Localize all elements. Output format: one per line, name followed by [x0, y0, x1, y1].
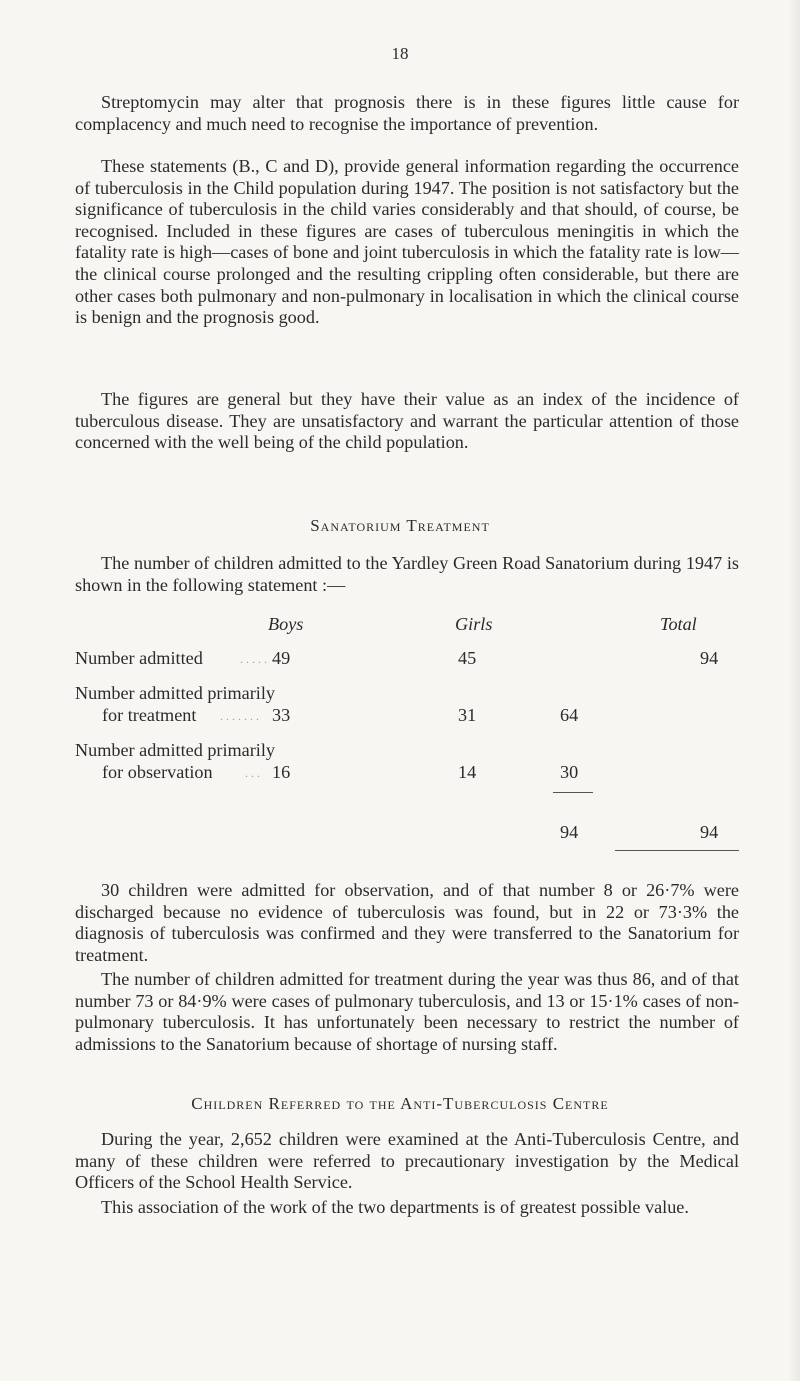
paragraph-observation: 30 children were admitted for observation, and of that number 8 or 26·7% were discharged because no evidence of tuberculosis was found, but in 22 or 73·3% the diagnosis of tuberculosis was confirmed and they were transferred to the Sanatorium for treatment. — [75, 880, 739, 965]
paragraph-centre-examinations: During the year, 2,652 children were examined at the Anti-Tuberculosis Centre, and many of these children were referred to precautionary investigation by the Medical Officers of the School Health Service. — [75, 1129, 739, 1193]
row-label: Number admitted primarily — [75, 740, 276, 760]
cell-girls: 31 — [458, 705, 477, 725]
cell-subtotal-sum: 94 — [560, 822, 579, 842]
page-number: 18 — [391, 44, 409, 63]
row-label: Number admitted primarily — [75, 683, 276, 703]
cell-girls: 14 — [458, 762, 477, 782]
cell-subtotal: 64 — [560, 705, 579, 725]
cell-subtotal: 30 — [560, 762, 579, 782]
heading-sanatorium-treatment: Sanatorium Treatment — [310, 516, 490, 535]
paragraph-association: This association of the work of the two departments is of greatest possible value. — [101, 1197, 689, 1217]
paragraph-statements: These statements (B., C and D), provide general information regarding the occurrence of tuberculosis in the Child population during 1947. The position is not satisfactory but the significance of tuberculosis in the child varies considerably and that should, of course, be recognised. Included in these figures are cases of tuberculous meningitis in which the fatality rate is high—cases of bone and joint tuberculosis in which the fatality rate is low—the clinical course prolonged and the resulting crippling often considerable, but there are other cases both pulmonary and non-pulmonary in localisation in which the clinical course is benign and the prognosis good. — [75, 156, 739, 328]
row-label: for treatment — [102, 705, 197, 725]
sum-rule — [553, 792, 593, 793]
cell-boys: 33 — [272, 705, 291, 725]
header-total: Total — [660, 614, 697, 634]
row-label: Number admitted — [75, 648, 203, 668]
header-girls: Girls — [455, 614, 493, 634]
leader-dots: ... — [245, 766, 263, 780]
cell-total-sum: 94 — [700, 822, 719, 842]
paragraph-streptomycin: Streptomycin may alter that prognosis there is in these figures little cause for complacency and much need to recognise the importance of prevention. — [75, 92, 739, 134]
row-label: for observation — [102, 762, 213, 782]
page-edge-shadow — [788, 0, 800, 1381]
cell-girls: 45 — [458, 648, 477, 668]
leader-dots: ..... — [240, 652, 270, 666]
leader-dots: ....... — [220, 709, 262, 723]
paragraph-sanatorium-intro: The number of children admitted to the Yardley Green Road Sanatorium during 1947 is shown in the following statement :— — [75, 553, 739, 595]
cell-total: 94 — [700, 648, 719, 668]
cell-boys: 16 — [272, 762, 291, 782]
paragraph-figures-general: The figures are general but they have their value as an index of the incidence of tuberculous disease. They are unsatisfactory and warrant the particular attention of those concerned with the well being of the child population. — [75, 389, 739, 453]
total-rule — [615, 850, 739, 851]
header-boys: Boys — [268, 614, 304, 634]
heading-anti-tuberculosis-centre: Children Referred to the Anti-Tuberculosis Centre — [191, 1094, 609, 1113]
cell-boys: 49 — [272, 648, 291, 668]
paragraph-treatment: The number of children admitted for treatment during the year was thus 86, and of that number 73 or 84·9% were cases of pulmonary tuberculosis, and 13 or 15·1% cases of non-pulmonary tuberculosis. It has unfortunately been necessary to restrict the number of admissions to the Sanatorium because of shortage of nursing staff. — [75, 969, 739, 1054]
